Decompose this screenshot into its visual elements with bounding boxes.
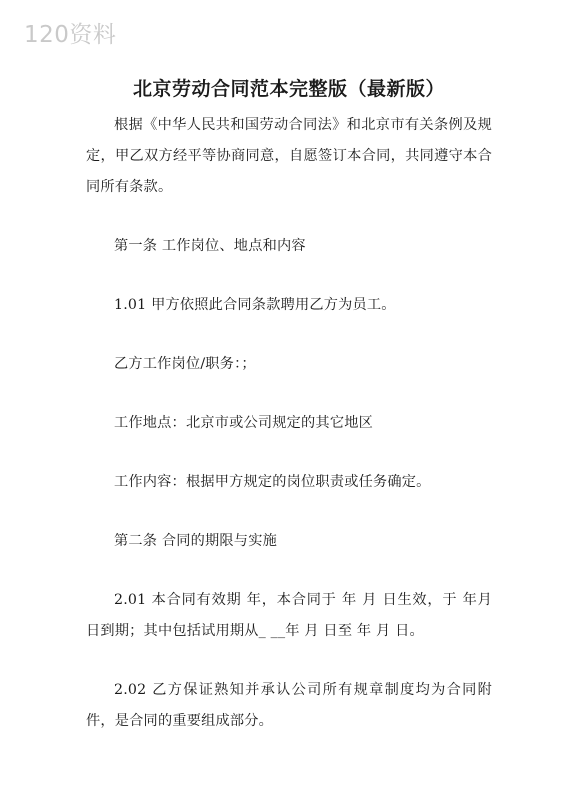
clause-2-02: 2.02 乙方保证熟知并承认公司所有规章制度均为合同附件，是合同的重要组成部分。 xyxy=(86,682,492,729)
article-1-heading: 第一条 工作岗位、地点和内容 xyxy=(114,238,306,254)
document-title: 北京劳动合同范本完整版（最新版） xyxy=(132,78,445,100)
clause-2-01: 2.01 本合同有效期 年，本合同于 年 月 日生效，于 年月 日到期；其中包括试用期从_ __年 月 日至 年 月 日。 xyxy=(86,592,492,639)
location-line: 工作地点：北京市或公司规定的其它地区 xyxy=(114,415,373,431)
clause-1-01: 1.01 甲方依照此合同条款聘用乙方为员工。 xyxy=(114,297,396,313)
article-2-heading: 第二条 合同的期限与实施 xyxy=(114,533,277,549)
intro-paragraph: 根据《中华人民共和国劳动合同法》和北京市有关条例及规定，甲乙双方经平等协商同意，自愿签订本合同，共同遵守本合同所有条款。 xyxy=(86,117,492,195)
position-line: 乙方工作岗位/职务：； xyxy=(114,356,256,372)
spacer xyxy=(86,203,492,231)
spacer xyxy=(86,439,492,467)
spacer xyxy=(86,321,492,349)
content-line: 工作内容：根据甲方规定的岗位职责或任务确定。 xyxy=(114,474,431,490)
document-page xyxy=(86,74,492,737)
spacer xyxy=(86,557,492,585)
spacer xyxy=(86,647,492,675)
spacer xyxy=(86,262,492,290)
watermark-logo: 120资料 xyxy=(24,22,117,48)
spacer xyxy=(86,380,492,408)
spacer xyxy=(86,498,492,526)
